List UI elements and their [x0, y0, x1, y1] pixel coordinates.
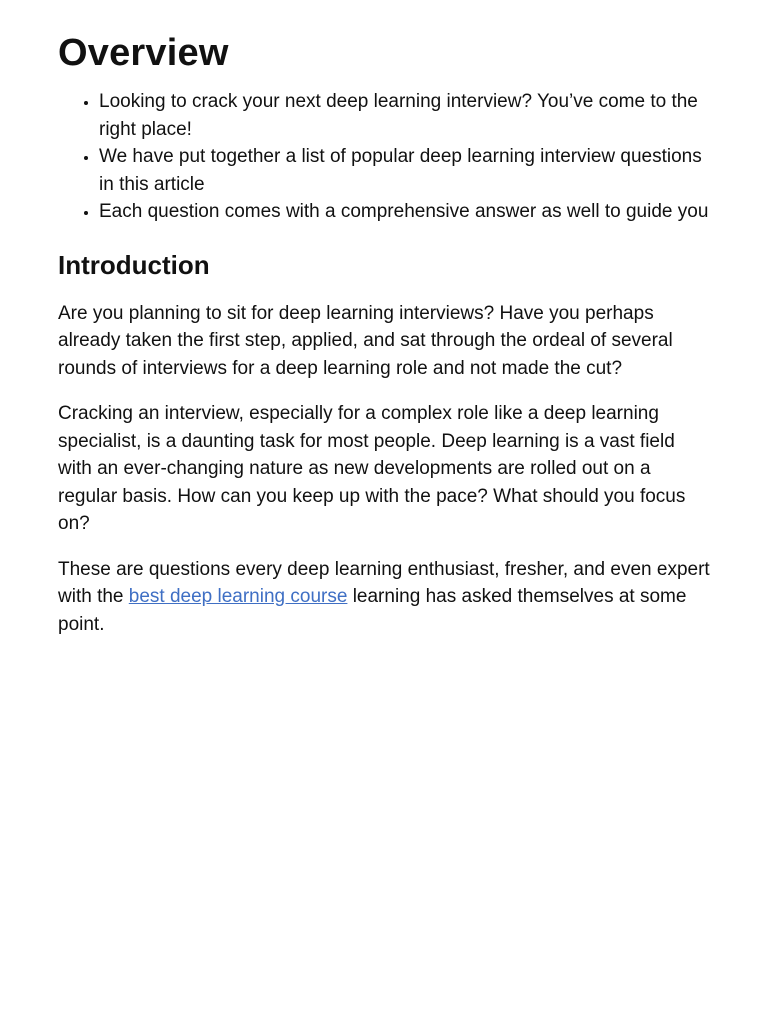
intro-paragraph-3-text-before: These are questions every deep learning enthusiast, fresher, and even expert with the [58, 558, 710, 607]
overview-bullet-item: • Looking to crack your next deep learning interview? You’ve come to the right place! [99, 88, 712, 143]
intro-paragraph-2: Cracking an interview, especially for a complex role like a deep learning specialist, is a daunting task for most people. Deep learning is a vast field with an ever-changing nature as new developments are rolled out on a regular basis. How can you keep up with the pace? What should you focus on? [58, 403, 686, 534]
best-deep-learning-course-link[interactable]: best deep learning course [128, 586, 348, 607]
intro-paragraph-1: Are you planning to sit for deep learning interviews? Have you perhaps already taken the first step, applied, and sat through the ordeal of several rounds of interviews for a deep learning role and not made the cut? [58, 302, 673, 379]
overview-bullet-item: • We have put together a list of popular deep learning interview questions in this article [99, 143, 712, 198]
overview-heading: Overview [58, 32, 229, 74]
introduction-heading: Introduction [58, 249, 210, 280]
overview-bullet-item: • Each question comes with a comprehensive answer as well to guide you [99, 198, 712, 226]
intro-paragraph-3-text-after: learning has asked themselves at some point. [58, 586, 687, 635]
overview-bullet-list [58, 88, 712, 226]
intro-paragraph-3 [58, 556, 712, 639]
